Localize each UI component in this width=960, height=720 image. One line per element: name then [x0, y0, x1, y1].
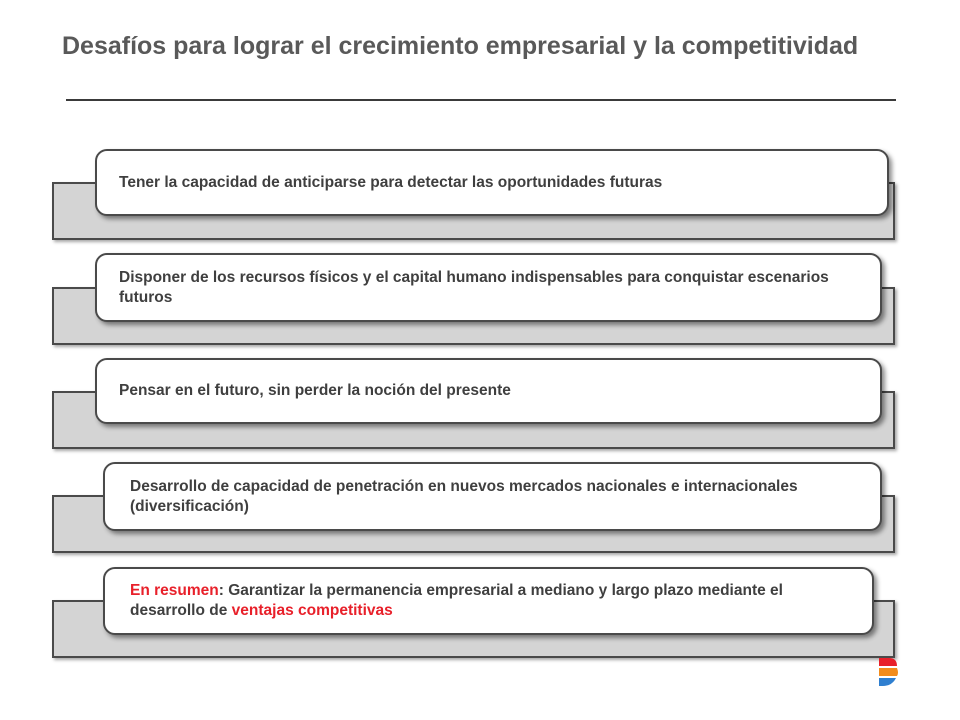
item-3-card: [95, 358, 882, 424]
item-3-text: Pensar en el futuro, sin perder la noción del presente: [119, 382, 511, 399]
title-underline: [66, 99, 896, 101]
item-2-card: [95, 253, 882, 322]
item-4-card: [103, 462, 882, 531]
summary-highlight: ventajas competitivas: [231, 602, 393, 619]
summary-label: En resumen: [130, 582, 219, 599]
brand-logo-icon: [877, 658, 899, 686]
item-5-card: [103, 567, 874, 635]
item-2-text: Disponer de los recursos físicos y el capital humano indispensables para conquistar escenarios futuros: [119, 268, 829, 306]
item-1-card: [95, 149, 889, 216]
slide-title: Desafíos para lograr el crecimiento empresarial y la competitividad: [62, 32, 859, 60]
item-5-text: [130, 581, 850, 621]
summary-text: Garantizar la permanencia empresarial a mediano y largo plazo mediante el desarrollo de: [130, 582, 783, 619]
item-1-text: Tener la capacidad de anticiparse para detectar las oportunidades futuras: [119, 173, 663, 191]
item-4-text: Desarrollo de capacidad de penetración en nuevos mercados nacionales e internacionales (diversificación): [130, 477, 798, 515]
summary-separator: :: [218, 582, 229, 599]
